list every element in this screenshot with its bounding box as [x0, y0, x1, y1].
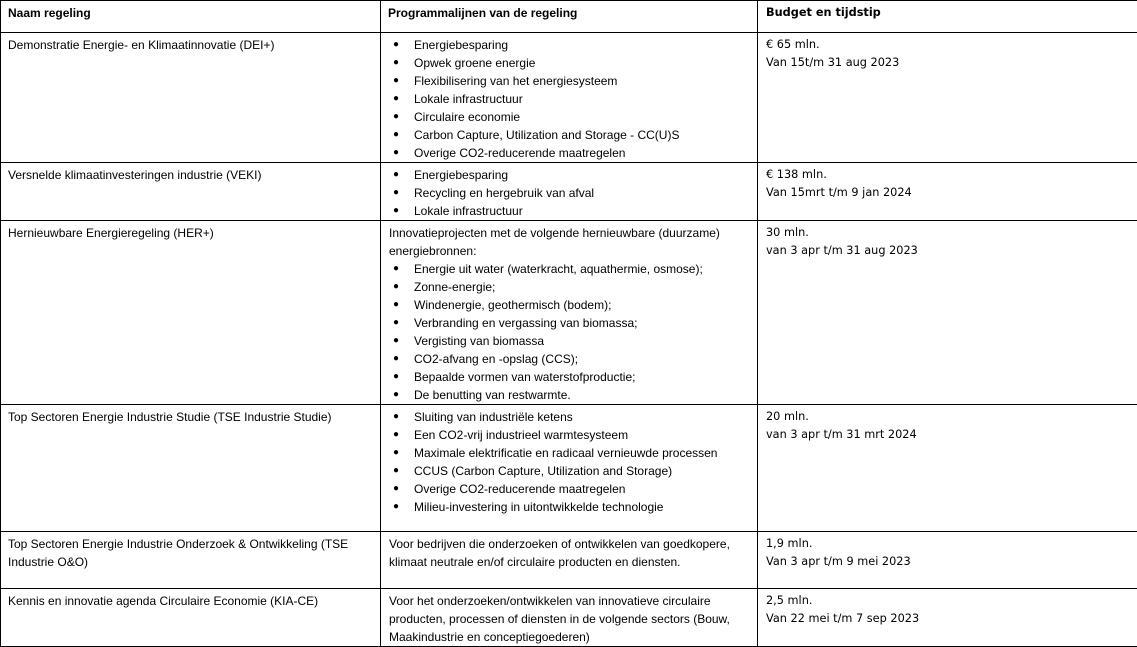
budget-amount: 30 mln.: [766, 224, 1131, 242]
list-item-text: Lokale infrastructuur: [414, 92, 523, 106]
programmalijnen-list: [389, 260, 751, 404]
regeling-name: Top Sectoren Energie Industrie Studie (TSE Industrie Studie): [1, 405, 381, 532]
budget-cell: [758, 532, 1137, 589]
list-item: [389, 408, 751, 426]
bullet-icon: ●: [393, 408, 399, 426]
header-naam: Naam regeling: [1, 1, 381, 33]
programmalijnen-cell: [381, 405, 758, 532]
list-item-text: Verbranding en vergassing van biomassa;: [414, 316, 637, 330]
list-item-text: Overige CO2-reducerende maatregelen: [414, 146, 625, 160]
list-item-text: Flexibilisering van het energiesysteem: [414, 74, 617, 88]
table-row: [1, 163, 1137, 221]
bullet-icon: ●: [393, 260, 399, 278]
list-item-text: Opwek groene energie: [414, 56, 535, 70]
bullet-icon: ●: [393, 126, 399, 144]
list-item-text: Zonne-energie;: [414, 280, 495, 294]
regeling-name: Demonstratie Energie- en Klimaatinnovatie (DEI+): [1, 33, 381, 163]
list-item: [389, 90, 751, 108]
bullet-icon: ●: [393, 332, 399, 350]
list-item-text: Windenergie, geothermisch (bodem);: [414, 298, 611, 312]
list-item: [389, 368, 751, 386]
bullet-icon: ●: [393, 54, 399, 72]
programmalijnen-list: [389, 36, 751, 162]
list-item-text: Lokale infrastructuur: [414, 204, 523, 218]
budget-amount: € 65 mln.: [766, 36, 1131, 54]
budget-amount: 20 mln.: [766, 408, 1131, 426]
bullet-icon: ●: [393, 90, 399, 108]
list-item-text: Een CO2-vrij industrieel warmtesysteem: [414, 428, 628, 442]
bullet-icon: ●: [393, 386, 399, 404]
bullet-icon: ●: [393, 36, 399, 54]
list-item-text: Vergisting van biomassa: [414, 334, 544, 348]
list-item-text: Circulaire economie: [414, 110, 520, 124]
programmalijnen-list: [389, 408, 751, 516]
list-item: [389, 444, 751, 462]
bullet-icon: ●: [393, 368, 399, 386]
budget-period: van 3 apr t/m 31 mrt 2024: [766, 426, 1131, 444]
list-item: [389, 260, 751, 278]
list-item: [389, 426, 751, 444]
header-row: [1, 1, 1137, 33]
budget-period: Van 15t/m 31 aug 2023: [766, 54, 1131, 72]
budget-period: Van 22 mei t/m 7 sep 2023: [766, 610, 1131, 628]
budget-period: Van 15mrt t/m 9 jan 2024: [766, 184, 1131, 202]
bullet-icon: ●: [393, 184, 399, 202]
list-item-text: Sluiting van industriële ketens: [414, 410, 573, 424]
table-row: [1, 532, 1137, 589]
list-item: [389, 36, 751, 54]
bullet-icon: ●: [393, 278, 399, 296]
list-item: [389, 278, 751, 296]
regeling-name: Hernieuwbare Energieregeling (HER+): [1, 221, 381, 405]
list-item-text: CCUS (Carbon Capture, Utilization and Storage): [414, 464, 672, 478]
table-row: [1, 405, 1137, 532]
list-item-text: Energiebesparing: [414, 168, 508, 182]
budget-cell: [758, 221, 1137, 405]
regeling-name: Kennis en innovatie agenda Circulaire Economie (KIA-CE): [1, 589, 381, 647]
list-item-text: Carbon Capture, Utilization and Storage - CC(U)S: [414, 128, 679, 142]
list-item-text: CO2-afvang en -opslag (CCS);: [414, 352, 578, 366]
bullet-icon: ●: [393, 108, 399, 126]
regeling-name: Versnelde klimaatinvesteringen industrie (VEKI): [1, 163, 381, 221]
list-item-text: Overige CO2-reducerende maatregelen: [414, 482, 625, 496]
bullet-icon: ●: [393, 202, 399, 220]
programmalijnen-cell: [381, 33, 758, 163]
budget-amount: € 138 mln.: [766, 166, 1131, 184]
programmalijnen-intro: Voor bedrijven die onderzoeken of ontwikkelen van goedkopere, klimaat neutrale en/of circulaire producten en diensten.: [389, 535, 751, 571]
bullet-icon: ●: [393, 498, 399, 516]
bullet-icon: ●: [393, 462, 399, 480]
list-item: [389, 166, 751, 184]
list-item: [389, 332, 751, 350]
programmalijnen-intro: Voor het onderzoeken/ontwikkelen van innovatieve circulaire producten, processen of diensten in de volgende sectors (Bouw, Maakindustrie en conceptiegoederen): [389, 592, 751, 646]
programmalijnen-cell: [381, 221, 758, 405]
programmalijnen-list: [389, 166, 751, 220]
budget-cell: [758, 405, 1137, 532]
list-item: [389, 126, 751, 144]
list-item-text: Recycling en hergebruik van afval: [414, 186, 594, 200]
list-item-text: Bepaalde vormen van waterstofproductie;: [414, 370, 635, 384]
list-item: [389, 108, 751, 126]
bullet-icon: ●: [393, 480, 399, 498]
list-item: [389, 350, 751, 368]
budget-amount: 2,5 mln.: [766, 592, 1131, 610]
table-row: [1, 33, 1137, 163]
list-item-text: Maximale elektrificatie en radicaal vernieuwde processen: [414, 446, 717, 460]
budget-amount: 1,9 mln.: [766, 535, 1131, 553]
list-item: [389, 72, 751, 90]
list-item: [389, 184, 751, 202]
bullet-icon: ●: [393, 296, 399, 314]
programmalijnen-intro: Innovatieprojecten met de volgende hernieuwbare (duurzame) energiebronnen:: [389, 224, 751, 260]
programmalijnen-cell: [381, 163, 758, 221]
list-item: [389, 386, 751, 404]
programmalijnen-cell: [381, 532, 758, 589]
header-budget: Budget en tijdstip: [758, 1, 1137, 33]
list-item: [389, 480, 751, 498]
budget-period: Van 3 apr t/m 9 mei 2023: [766, 553, 1131, 571]
list-item: [389, 54, 751, 72]
budget-cell: [758, 33, 1137, 163]
budget-cell: [758, 589, 1137, 647]
list-item-text: De benutting van restwarmte.: [414, 388, 571, 402]
regeling-name: Top Sectoren Energie Industrie Onderzoek & Ontwikkeling (TSE Industrie O&O): [1, 532, 381, 589]
list-item-text: Energiebesparing: [414, 38, 508, 52]
bullet-icon: ●: [393, 426, 399, 444]
table-row: [1, 221, 1137, 405]
list-item: [389, 202, 751, 220]
bullet-icon: ●: [393, 144, 399, 162]
programmalijnen-cell: [381, 589, 758, 647]
bullet-icon: ●: [393, 444, 399, 462]
list-item: [389, 462, 751, 480]
bullet-icon: ●: [393, 72, 399, 90]
list-item: [389, 296, 751, 314]
table-row: [1, 589, 1137, 647]
bullet-icon: ●: [393, 314, 399, 332]
bullet-icon: ●: [393, 350, 399, 368]
list-item-text: Milieu-investering in uitontwikkelde technologie: [414, 500, 663, 514]
header-programmalijnen: Programmalijnen van de regeling: [381, 1, 758, 33]
list-item: [389, 144, 751, 162]
list-item: [389, 498, 751, 516]
list-item-text: Energie uit water (waterkracht, aquathermie, osmose);: [414, 262, 703, 276]
budget-cell: [758, 163, 1137, 221]
bullet-icon: ●: [393, 166, 399, 184]
budget-period: van 3 apr t/m 31 aug 2023: [766, 242, 1131, 260]
list-item: [389, 314, 751, 332]
